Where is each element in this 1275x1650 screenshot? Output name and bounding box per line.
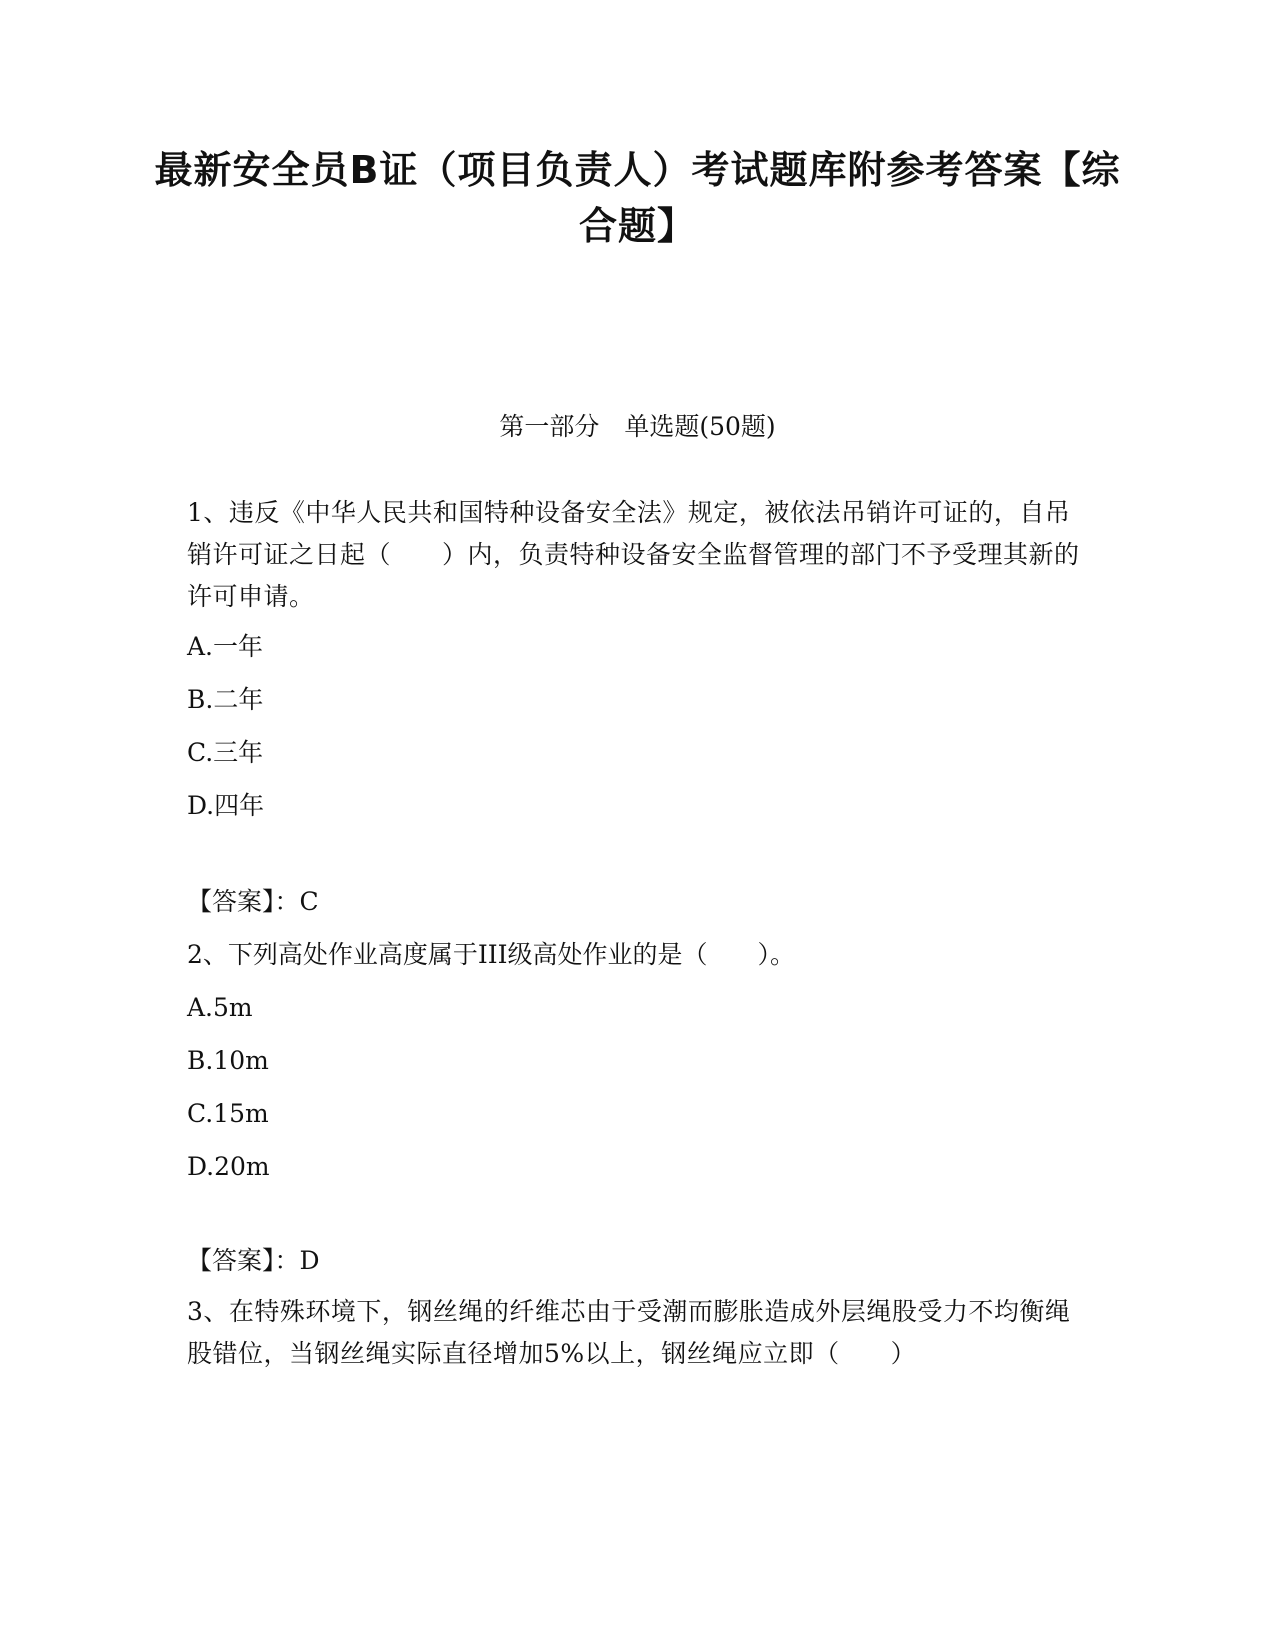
question-2-option-c: C.15m <box>187 1099 269 1128</box>
question-2-answer: 【答案】：D <box>187 1246 320 1275</box>
question-2-stem: 2、下列高处作业高度属于III级高处作业的是（ ）。 <box>187 940 796 969</box>
question-1-option-b: B.二年 <box>187 685 264 714</box>
question-1-stem: 1、违反《中华人民共和国特种设备安全法》规定，被依法吊销许可证的，自吊销许可证之日起（ ）内，负责特种设备安全监督管理的部门不予受理其新的许可申请。 <box>187 498 1080 611</box>
question-1-answer: 【答案】：C <box>187 887 319 916</box>
question-1-option-d: D.四年 <box>187 791 265 820</box>
question-3-stem: 3、在特殊环境下，钢丝绳的纤维芯由于受潮而膨胀造成外层绳股受力不均衡绳股错位，当钢丝绳实际直径增加5%以上，钢丝绳应立即（ ） <box>187 1297 1071 1368</box>
document-title: 最新安全员B证（项目负责人）考试题库附参考答案【综合题】 <box>154 148 1121 248</box>
question-1-option-a: A.一年 <box>187 632 264 661</box>
section-heading: 第一部分 单选题(50题) <box>499 412 776 441</box>
question-2-option-a: A.5m <box>187 993 253 1022</box>
question-2-option-b: B.10m <box>187 1046 269 1075</box>
question-2-option-d: D.20m <box>187 1152 270 1181</box>
question-1-option-c: C.三年 <box>187 738 264 767</box>
